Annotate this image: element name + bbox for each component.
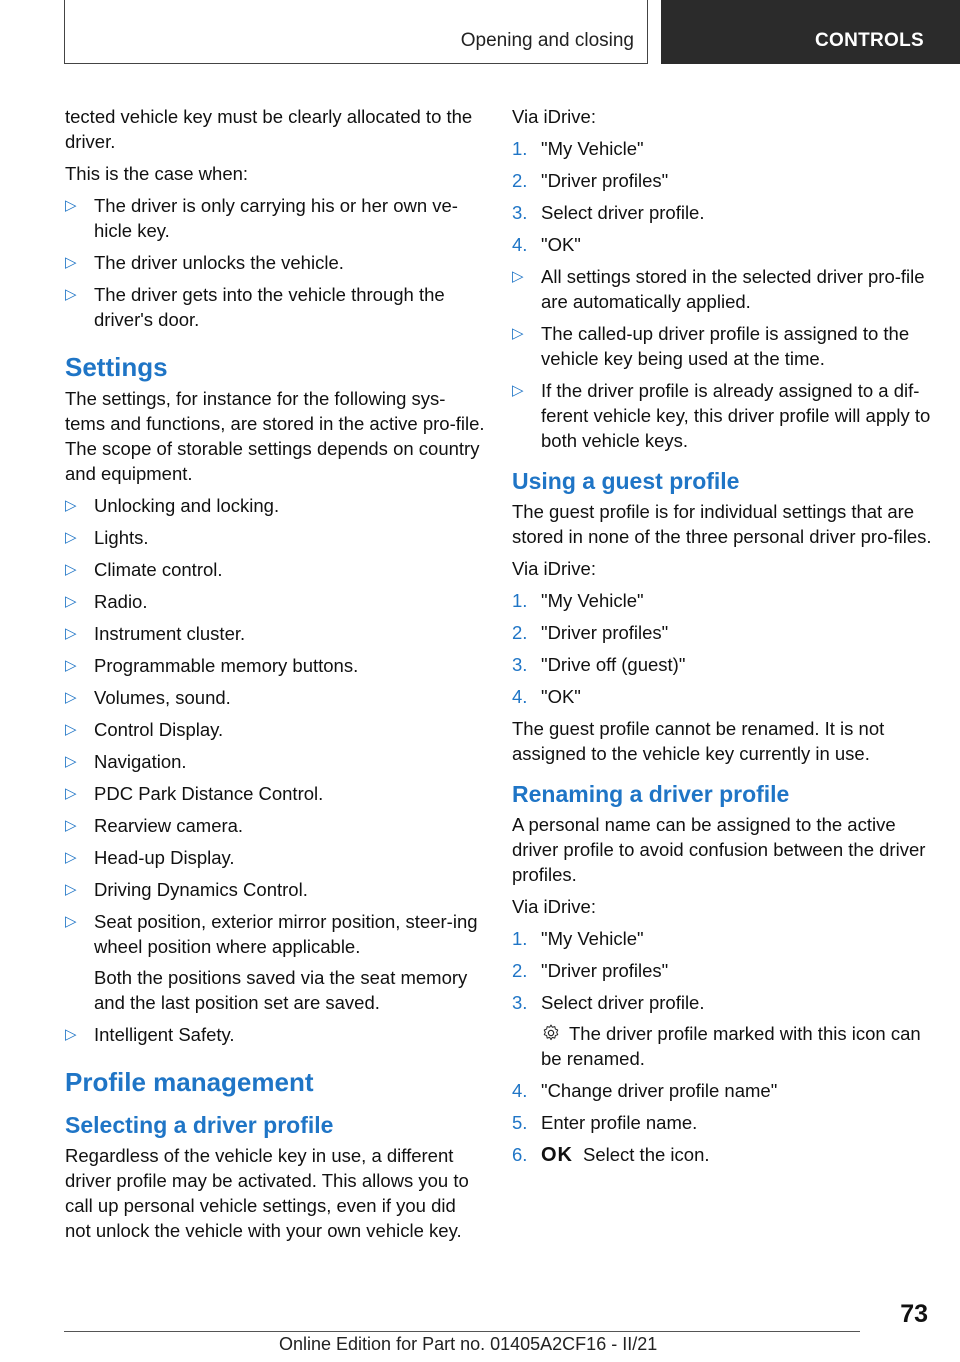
list-item: ▷ Climate control. <box>65 559 223 580</box>
list-item: ▷ Navigation. <box>65 751 187 772</box>
list-item: ▷ PDC Park Distance Control. <box>65 783 324 804</box>
gear-icon <box>541 1023 561 1043</box>
guest-profile-heading: Using a guest profile <box>512 468 740 494</box>
guest-profile-note: The guest profile cannot be renamed. It is not assigned to the vehicle key currently in use. <box>512 718 885 764</box>
chapter-title: CONTROLS <box>815 30 925 51</box>
footer-divider <box>64 1331 860 1332</box>
bullet-triangle-icon: ▷ <box>65 881 77 898</box>
selecting-profile-heading: Selecting a driver profile <box>65 1112 334 1138</box>
list-item: ▷ Rearview camera. <box>65 815 244 836</box>
bullet-triangle-icon: ▷ <box>65 625 77 642</box>
step-item: 2. "Driver profiles" <box>512 170 669 191</box>
settings-text: The settings, for instance for the following sys-tems and functions, are stored in the active pro-file. The scope of storable settings depends on country and equipment. <box>65 388 485 484</box>
bullet-triangle-icon: ▷ <box>65 1026 77 1043</box>
bullet-triangle-icon: ▷ <box>65 657 77 674</box>
case-list <box>65 193 485 332</box>
rename-profile-steps <box>512 926 932 1168</box>
step-item: 1. "My Vehicle" <box>512 138 644 159</box>
step-item: 4. "OK" <box>512 234 581 255</box>
list-item: ▷ If the driver profile is already assigned to a dif-ferent vehicle key, this driver profile will apply to both vehicle keys. <box>512 380 931 451</box>
right-column <box>512 104 932 1175</box>
edition-footer: Online Edition for Part no. 01405A2CF16 - II/21 <box>279 1334 658 1354</box>
seat-memory-note: Both the positions saved via the seat memory and the last position set are saved. <box>94 967 468 1013</box>
rename-profile-heading: Renaming a driver profile <box>512 781 790 807</box>
select-profile-steps <box>512 136 932 257</box>
list-item: ▷ The driver unlocks the vehicle. <box>65 252 344 273</box>
step-item: 2. "Driver profiles" <box>512 622 669 643</box>
bullet-triangle-icon: ▷ <box>65 721 77 738</box>
list-item: ▷ Driving Dynamics Control. <box>65 879 308 900</box>
bullet-triangle-icon: ▷ <box>65 785 77 802</box>
list-item: ▷ Radio. <box>65 591 148 612</box>
bullet-triangle-icon: ▷ <box>65 753 77 770</box>
case-intro: This is the case when: <box>65 163 249 184</box>
bullet-triangle-icon: ▷ <box>512 382 524 399</box>
bullet-triangle-icon: ▷ <box>65 286 77 303</box>
bullet-triangle-icon: ▷ <box>65 817 77 834</box>
list-item: ▷ Instrument cluster. <box>65 623 246 644</box>
bullet-triangle-icon: ▷ <box>65 529 77 546</box>
bullet-triangle-icon: ▷ <box>65 561 77 578</box>
bullet-triangle-icon: ▷ <box>65 197 77 214</box>
bullet-triangle-icon: ▷ <box>65 849 77 866</box>
left-column <box>65 104 485 1250</box>
guest-profile-steps <box>512 588 932 709</box>
step-item: 6. OK Select the icon. <box>512 1144 710 1166</box>
bullet-triangle-icon: ▷ <box>512 325 524 342</box>
via-idrive-label: Via iDrive: <box>512 106 596 127</box>
bullet-triangle-icon: ▷ <box>65 689 77 706</box>
bullet-triangle-icon: ▷ <box>65 913 77 930</box>
page-number: 73 <box>900 1300 928 1328</box>
list-item: ▷ The called-up driver profile is assigned to the vehicle key being used at the time. <box>512 323 910 369</box>
via-idrive-label: Via iDrive: <box>512 558 596 579</box>
list-item: ▷ The driver is only carrying his or her own ve-hicle key. <box>65 195 458 241</box>
bullet-triangle-icon: ▷ <box>65 593 77 610</box>
list-item: ▷ Unlocking and locking. <box>65 495 280 516</box>
section-title: Opening and closing <box>460 30 634 51</box>
list-item: ▷ The driver gets into the vehicle through the driver's door. <box>65 284 445 330</box>
intro-text: tected vehicle key must be clearly allocated to the driver. <box>65 106 473 152</box>
list-item: ▷ All settings stored in the selected driver pro-file are automatically applied. <box>512 266 925 312</box>
step-item: 3. "Drive off (guest)" <box>512 654 686 675</box>
step-item: 1. "My Vehicle" <box>512 590 644 611</box>
select-profile-notes <box>512 264 932 453</box>
list-item: ▷ Programmable memory buttons. <box>65 655 359 676</box>
bullet-triangle-icon: ▷ <box>65 254 77 271</box>
step-item: 3. Select driver profile. The driver profile marked with this icon can be renamed. <box>512 990 932 1071</box>
settings-heading: Settings <box>65 352 168 382</box>
list-item: ▷ Head-up Display. <box>65 847 235 868</box>
list-item: ▷ Seat position, exterior mirror position, steer-ing wheel position where applicable. Both the positions saved via the seat memory and the last position set are saved. <box>65 909 485 1015</box>
step-item: 5. Enter profile name. <box>512 1112 698 1133</box>
step-item: 1. "My Vehicle" <box>512 928 644 949</box>
list-item: ▷ Control Display. <box>65 719 224 740</box>
rename-icon-note: The driver profile marked with this icon can be renamed. <box>541 1023 921 1069</box>
step-item: 2. "Driver profiles" <box>512 960 669 981</box>
step-item: 3. Select driver profile. <box>512 202 705 223</box>
list-item: ▷ Volumes, sound. <box>65 687 231 708</box>
rename-profile-text: A personal name can be assigned to the active driver profile to avoid confusion between the driver profiles. <box>512 814 926 885</box>
guest-profile-text: The guest profile is for individual settings that are stored in none of the three personal driver pro-files. <box>512 501 932 547</box>
profile-management-heading: Profile management <box>65 1067 314 1097</box>
selecting-profile-text: Regardless of the vehicle key in use, a different driver profile may be activated. This allows you to call up personal vehicle settings, even if you did not unlock the vehicle with your own vehicle key. <box>65 1145 469 1241</box>
list-item: ▷ Lights. <box>65 527 149 548</box>
step-item: 4. "OK" <box>512 686 581 707</box>
list-item: ▷ Intelligent Safety. <box>65 1024 235 1045</box>
bullet-triangle-icon: ▷ <box>512 268 524 285</box>
bullet-triangle-icon: ▷ <box>65 497 77 514</box>
ok-icon: OK <box>541 1144 573 1166</box>
settings-list <box>65 493 485 1047</box>
step-item: 4. "Change driver profile name" <box>512 1080 778 1101</box>
via-idrive-label: Via iDrive: <box>512 896 596 917</box>
